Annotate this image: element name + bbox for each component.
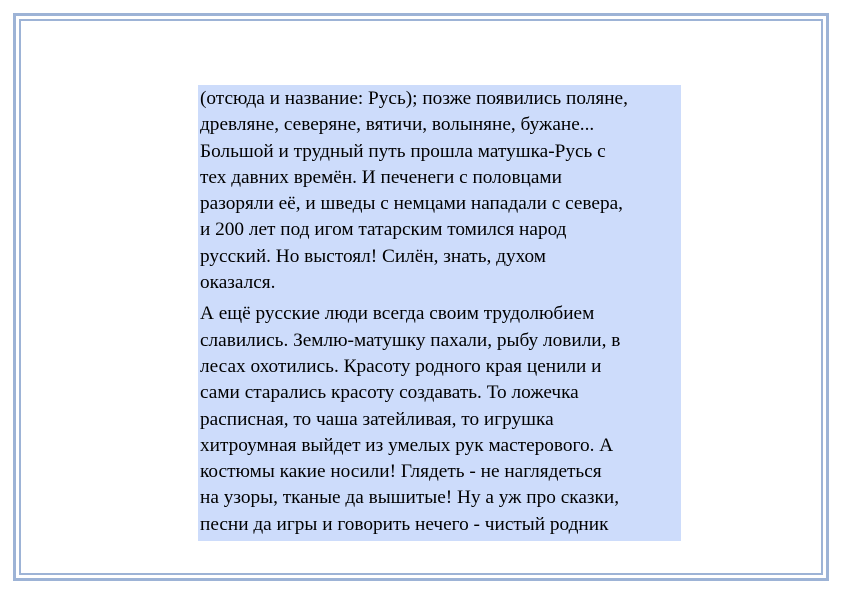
text-line: русский. Но выстоял! Силён, знать, духом (200, 245, 546, 267)
text-line: оказался. (200, 272, 276, 294)
text-line: Большой и трудный путь прошла матушка-Русь с (200, 140, 606, 162)
text-line: А ещё русские люди всегда своим трудолюбием (200, 303, 595, 325)
paragraph-2 (200, 301, 681, 538)
text-line: на узоры, тканые да вышитые! Ну а уж про сказки, (200, 487, 620, 509)
text-line: разоряли её, и шведы с немцами нападали с севера, (200, 193, 624, 215)
text-line: лесах охотились. Красоту родного края ценили и (200, 355, 602, 377)
text-line: славились. Землю-матушку пахали, рыбу ловили, в (200, 329, 621, 351)
text-line: костюмы какие носили! Глядеть - не наглядеться (200, 461, 602, 483)
text-block (198, 85, 681, 541)
text-line: хитроумная выйдет из умелых рук мастерового. А (200, 434, 614, 456)
text-line: древляне, северяне, вятичи, волыняне, бужане... (200, 114, 595, 136)
text-line: расписная, то чаша затейливая, то игрушка (200, 408, 554, 430)
text-line: (отсюда и название: Русь); позже появились поляне, (200, 88, 628, 109)
text-line: песни да игры и говорить нечего - чистый родник (200, 513, 609, 535)
text-line: тех давних времён. И печенеги с половцами (200, 166, 562, 188)
paragraph-1 (200, 86, 681, 296)
text-line: и 200 лет под игом татарским томился народ (200, 219, 567, 241)
text-line: сами старались красоту создавать. То ложечка (200, 382, 579, 404)
